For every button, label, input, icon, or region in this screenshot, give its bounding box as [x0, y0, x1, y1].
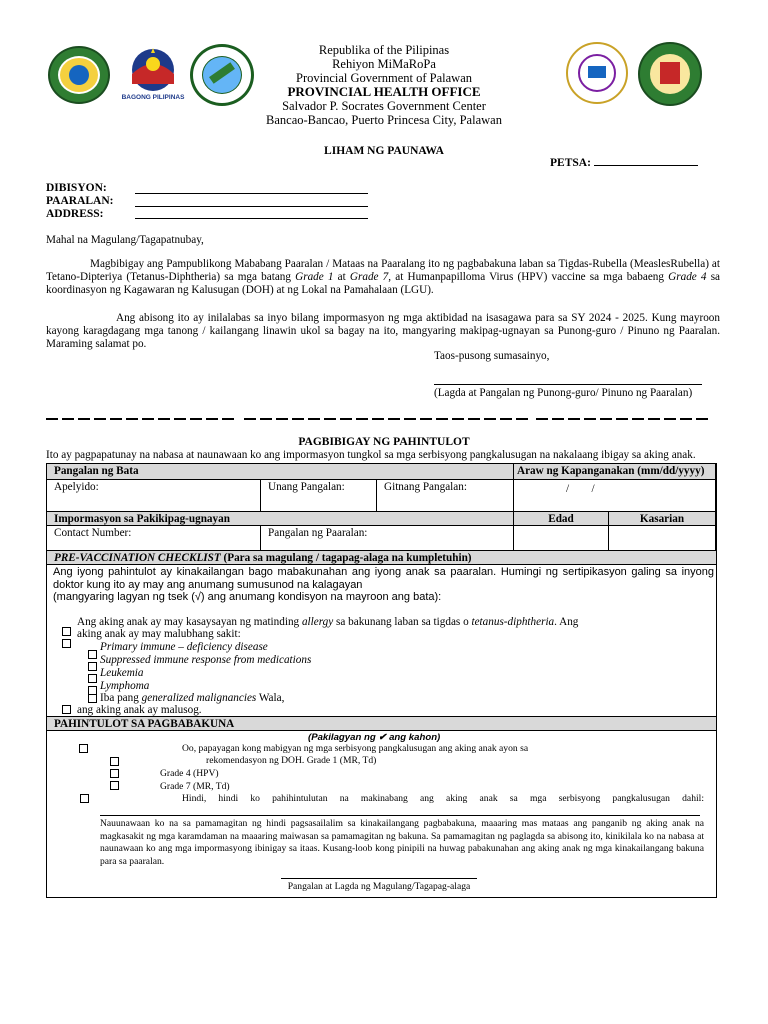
notice-paragraph-1: Magbibigay ang Pampublikong Mababang Paaralan / Mataas na Paaralang ito ng pagbabakuna laban sa Tigdas-Rubella (MeaslesRubella) at Tetano-Dipteriya (Tetanus-Diphtheria) sa mga batang Grade 1 at Grade 7, at Humanpapilloma Virus (HPV) vaccine sa mga babaeng Grade 4 sa koordinasyon ng Kagawaran ng Kalusugan (DOH) at ng Lokal na Pamahalaan (LGU).	[46, 258, 721, 296]
condition-primary-immune: Primary immune – deficiency disease	[100, 641, 268, 653]
cut-line-dash	[244, 418, 256, 420]
grade1-checkbox[interactable]	[110, 757, 119, 766]
petsa-label: PETSA:	[550, 157, 591, 169]
header-republic: Republika of the Pilipinas	[318, 43, 450, 57]
cut-line-dash	[388, 418, 400, 420]
suppressed-immune-checkbox[interactable]	[88, 662, 97, 671]
address-label: ADDRESS:	[46, 208, 104, 220]
header-region: Rehiyon MiMaRoPa	[332, 57, 436, 71]
middle-name-field[interactable]	[376, 479, 514, 512]
cut-line-dash	[696, 418, 708, 420]
cut-line-dash	[616, 418, 628, 420]
cut-line	[46, 414, 710, 422]
cut-line-dash	[536, 418, 548, 420]
checklist-instruction: (mangyaring lagyan ng tsek (√) ang anumang kondisyon na mayroon ang bata):	[53, 591, 442, 603]
age-header: Edad	[513, 511, 609, 526]
cut-line-dash	[648, 418, 660, 420]
cut-line-dash	[680, 418, 692, 420]
cut-line-dash	[340, 418, 352, 420]
notice-paragraph-2: Ang abisong ito ay inilalabas sa inyo bilang impormasyon ng mga aktibidad na isasagawa para sa SY 2024 - 2025. Kung mayroon kayong karagdagang mga tanong / kailangang linawin ukol sa bagay na ito, mangyaring makipag-ugnayan sa Punong-guro / Pinuno ng Paaralan. Maraming salamat po.	[46, 312, 720, 350]
cut-line-dash	[356, 418, 368, 420]
grade7-checkbox[interactable]	[110, 781, 119, 790]
cut-line-dash	[468, 418, 480, 420]
principal-signature-label: (Lagda at Pangalan ng Punong-guro/ Pinuno ng Paaralan)	[434, 387, 693, 399]
header-office-name: PROVINCIAL HEALTH OFFICE	[287, 84, 481, 99]
cut-line-dash	[110, 418, 122, 420]
notice-title: LIHAM NG PAUNAWA	[324, 145, 444, 157]
cut-line-dash	[174, 418, 186, 420]
checklist-intro: Ang iyong pahintulot ay kinakailangan bago mabakunahan ang iyong anak sa paaralan. Humingi ng sertipikasyon galing sa inyong doktor kung ito ay may ang anumang sumusunod na kalagayan	[53, 566, 714, 591]
grade4-checkbox[interactable]	[110, 769, 119, 778]
cut-line-dash	[324, 418, 336, 420]
consent-intro: Ito ay pagpapatunay na nabasa at naunawaan ko ang impormasyon tungkol sa mga serbisyong pangkalusugan na nakalaang ibigay sa aking anak.	[46, 449, 696, 461]
leukemia-checkbox[interactable]	[88, 674, 97, 683]
cut-line-dash	[568, 418, 580, 420]
middle-name-label: Gitnang Pangalan:	[384, 481, 467, 493]
birthdate-field[interactable]	[513, 479, 716, 512]
other-malignancies-checkbox[interactable]	[88, 694, 97, 703]
healthy-text: ang aking anak ay malusog.	[77, 704, 202, 716]
cut-line-dash	[516, 418, 528, 420]
petsa-field[interactable]	[550, 156, 698, 169]
cut-line-dash	[292, 418, 304, 420]
no-consent-text: Hindi, hindi ko pahihintulutan na makinabang ang aking anak sa mga serbisyong pangkalusugan dahil:	[182, 793, 704, 804]
serious-illness-checkbox[interactable]	[62, 639, 71, 648]
bagong-pilipinas-text: BAGONG PILIPINAS	[121, 94, 185, 101]
cut-line-dash	[78, 418, 90, 420]
yes-consent-text: Oo, papayagan kong mabigyan ng mga serbisyong pangkalusugan ang aking anak ayon sa	[182, 743, 529, 754]
cut-line-dash	[600, 418, 612, 420]
allergy-checkbox[interactable]	[62, 627, 71, 636]
school-name-field[interactable]	[260, 525, 514, 551]
cut-line-dash	[308, 418, 320, 420]
contact-info-header: Impormasyon sa Pakikipag-ugnayan	[46, 511, 514, 526]
grade4-label: Grade 4 (HPV)	[160, 768, 219, 779]
contact-number-field[interactable]	[46, 525, 261, 551]
condition-suppressed-immune: Suppressed immune response from medications	[100, 654, 312, 666]
closing: Taos-pusong sumasainyo,	[434, 350, 550, 362]
header-address: Bancao-Bancao, Puerto Princesa City, Palawan	[266, 113, 502, 127]
dibisyon-line[interactable]	[135, 193, 368, 194]
consent-section-header: PAHINTULOT SA PAGBABAKUNA	[46, 716, 717, 731]
surname-label: Apelyido:	[54, 481, 99, 493]
cut-line-dash	[404, 418, 416, 420]
address-line[interactable]	[135, 218, 368, 219]
cut-line-dash	[206, 418, 218, 420]
cut-line-dash	[664, 418, 676, 420]
no-consent-checkbox[interactable]	[80, 794, 89, 803]
cut-line-dash	[260, 418, 272, 420]
cut-line-dash	[142, 418, 154, 420]
school-name-label: Pangalan ng Paaralan:	[268, 527, 368, 539]
primary-immune-checkbox[interactable]	[88, 650, 97, 659]
parent-signature-label: Pangalan at Lagda ng Magulang/Tagapag-alaga	[287, 881, 471, 892]
cut-line-dash	[190, 418, 202, 420]
header-center: Salvador P. Socrates Government Center	[282, 99, 486, 113]
header-provincial-government: Provincial Government of Palawan	[296, 71, 472, 85]
salutation: Mahal na Magulang/Tagapatnubay,	[46, 234, 204, 246]
contact-number-label: Contact Number:	[54, 527, 132, 539]
cut-line-dash	[62, 418, 74, 420]
check-instruction: (Pakilagyan ng ✔ ang kahon)	[308, 732, 441, 743]
condition-leukemia: Leukemia	[100, 667, 144, 679]
sex-field[interactable]	[608, 525, 716, 551]
cut-line-dash	[452, 418, 464, 420]
allergy-text: Ang aking anak ay may kasaysayan ng matinding allergy sa bakunang laban sa tigdas o tetanus-diphtheria. Ang	[77, 616, 579, 628]
checklist-header: PRE-VACCINATION CHECKLIST (Para sa magulang / tagapag-alaga na kumpletuhin)	[46, 550, 717, 565]
parent-signature-line[interactable]	[281, 878, 477, 879]
yes-consent-checkbox[interactable]	[79, 744, 88, 753]
consent-title: PAGBIBIGAY NG PAHINTULOT	[298, 436, 470, 448]
first-name-label: Unang Pangalan:	[268, 481, 345, 493]
cut-line-dash	[158, 418, 170, 420]
yes-consent-recommendation: rekomendasyon ng DOH. Grade 1 (MR, Td)	[206, 755, 377, 766]
surname-field[interactable]	[46, 479, 261, 512]
birthdate-header: Araw ng Kapanganakan (mm/dd/yyyy)	[513, 463, 716, 480]
principal-signature-line[interactable]	[434, 384, 702, 385]
cut-line-dash	[436, 418, 448, 420]
cut-line-dash	[276, 418, 288, 420]
serious-illness-text: aking anak ay may malubhang sakit:	[77, 628, 241, 640]
no-consent-reason-line[interactable]	[100, 815, 700, 816]
cut-line-dash	[126, 418, 138, 420]
cut-line-dash	[94, 418, 106, 420]
cut-line-dash	[500, 418, 512, 420]
paaralan-label: PAARALAN:	[46, 195, 114, 207]
cut-line-dash	[420, 418, 432, 420]
cut-line-dash	[46, 418, 58, 420]
healthy-checkbox[interactable]	[62, 705, 71, 714]
understanding-statement: Nauunawaan ko na sa pamamagitan ng hindi pagsasailalim sa kinakailangang pagbabakuna, maaaring mas mataas ang panganib ng aking anak na magkasakit ng mga karamdaman na maaaring maiwasan sa pamamagitan ng bakuna. Sa pamamagitan ng paglagda sa abisong ito, kinikilala ko na nabasa at naunawaan ko ang mga impormasyong ibinigay sa itaas. Kusang-loob kong pinipili na huwag pabakunahan ang aking anak ng mga kinakailangang bakuna para sa paaralan.	[100, 818, 704, 867]
cut-line-dash	[584, 418, 596, 420]
paaralan-line[interactable]	[135, 206, 368, 207]
cut-line-dash	[372, 418, 384, 420]
cut-line-dash	[632, 418, 644, 420]
condition-lymphoma: Lymphoma	[100, 680, 150, 692]
condition-other: Iba pang generalized malignancies Wala,	[100, 692, 285, 704]
child-name-header: Pangalan ng Bata	[46, 463, 514, 480]
grade7-label: Grade 7 (MR, Td)	[160, 781, 230, 792]
birthdate-slashes: / /	[566, 483, 595, 495]
dibisyon-label: DIBISYON:	[46, 182, 107, 194]
cut-line-dash	[484, 418, 496, 420]
sex-header: Kasarian	[608, 511, 716, 526]
cut-line-dash	[552, 418, 564, 420]
first-name-field[interactable]	[260, 479, 377, 512]
age-field[interactable]	[513, 525, 609, 551]
cut-line-dash	[222, 418, 234, 420]
